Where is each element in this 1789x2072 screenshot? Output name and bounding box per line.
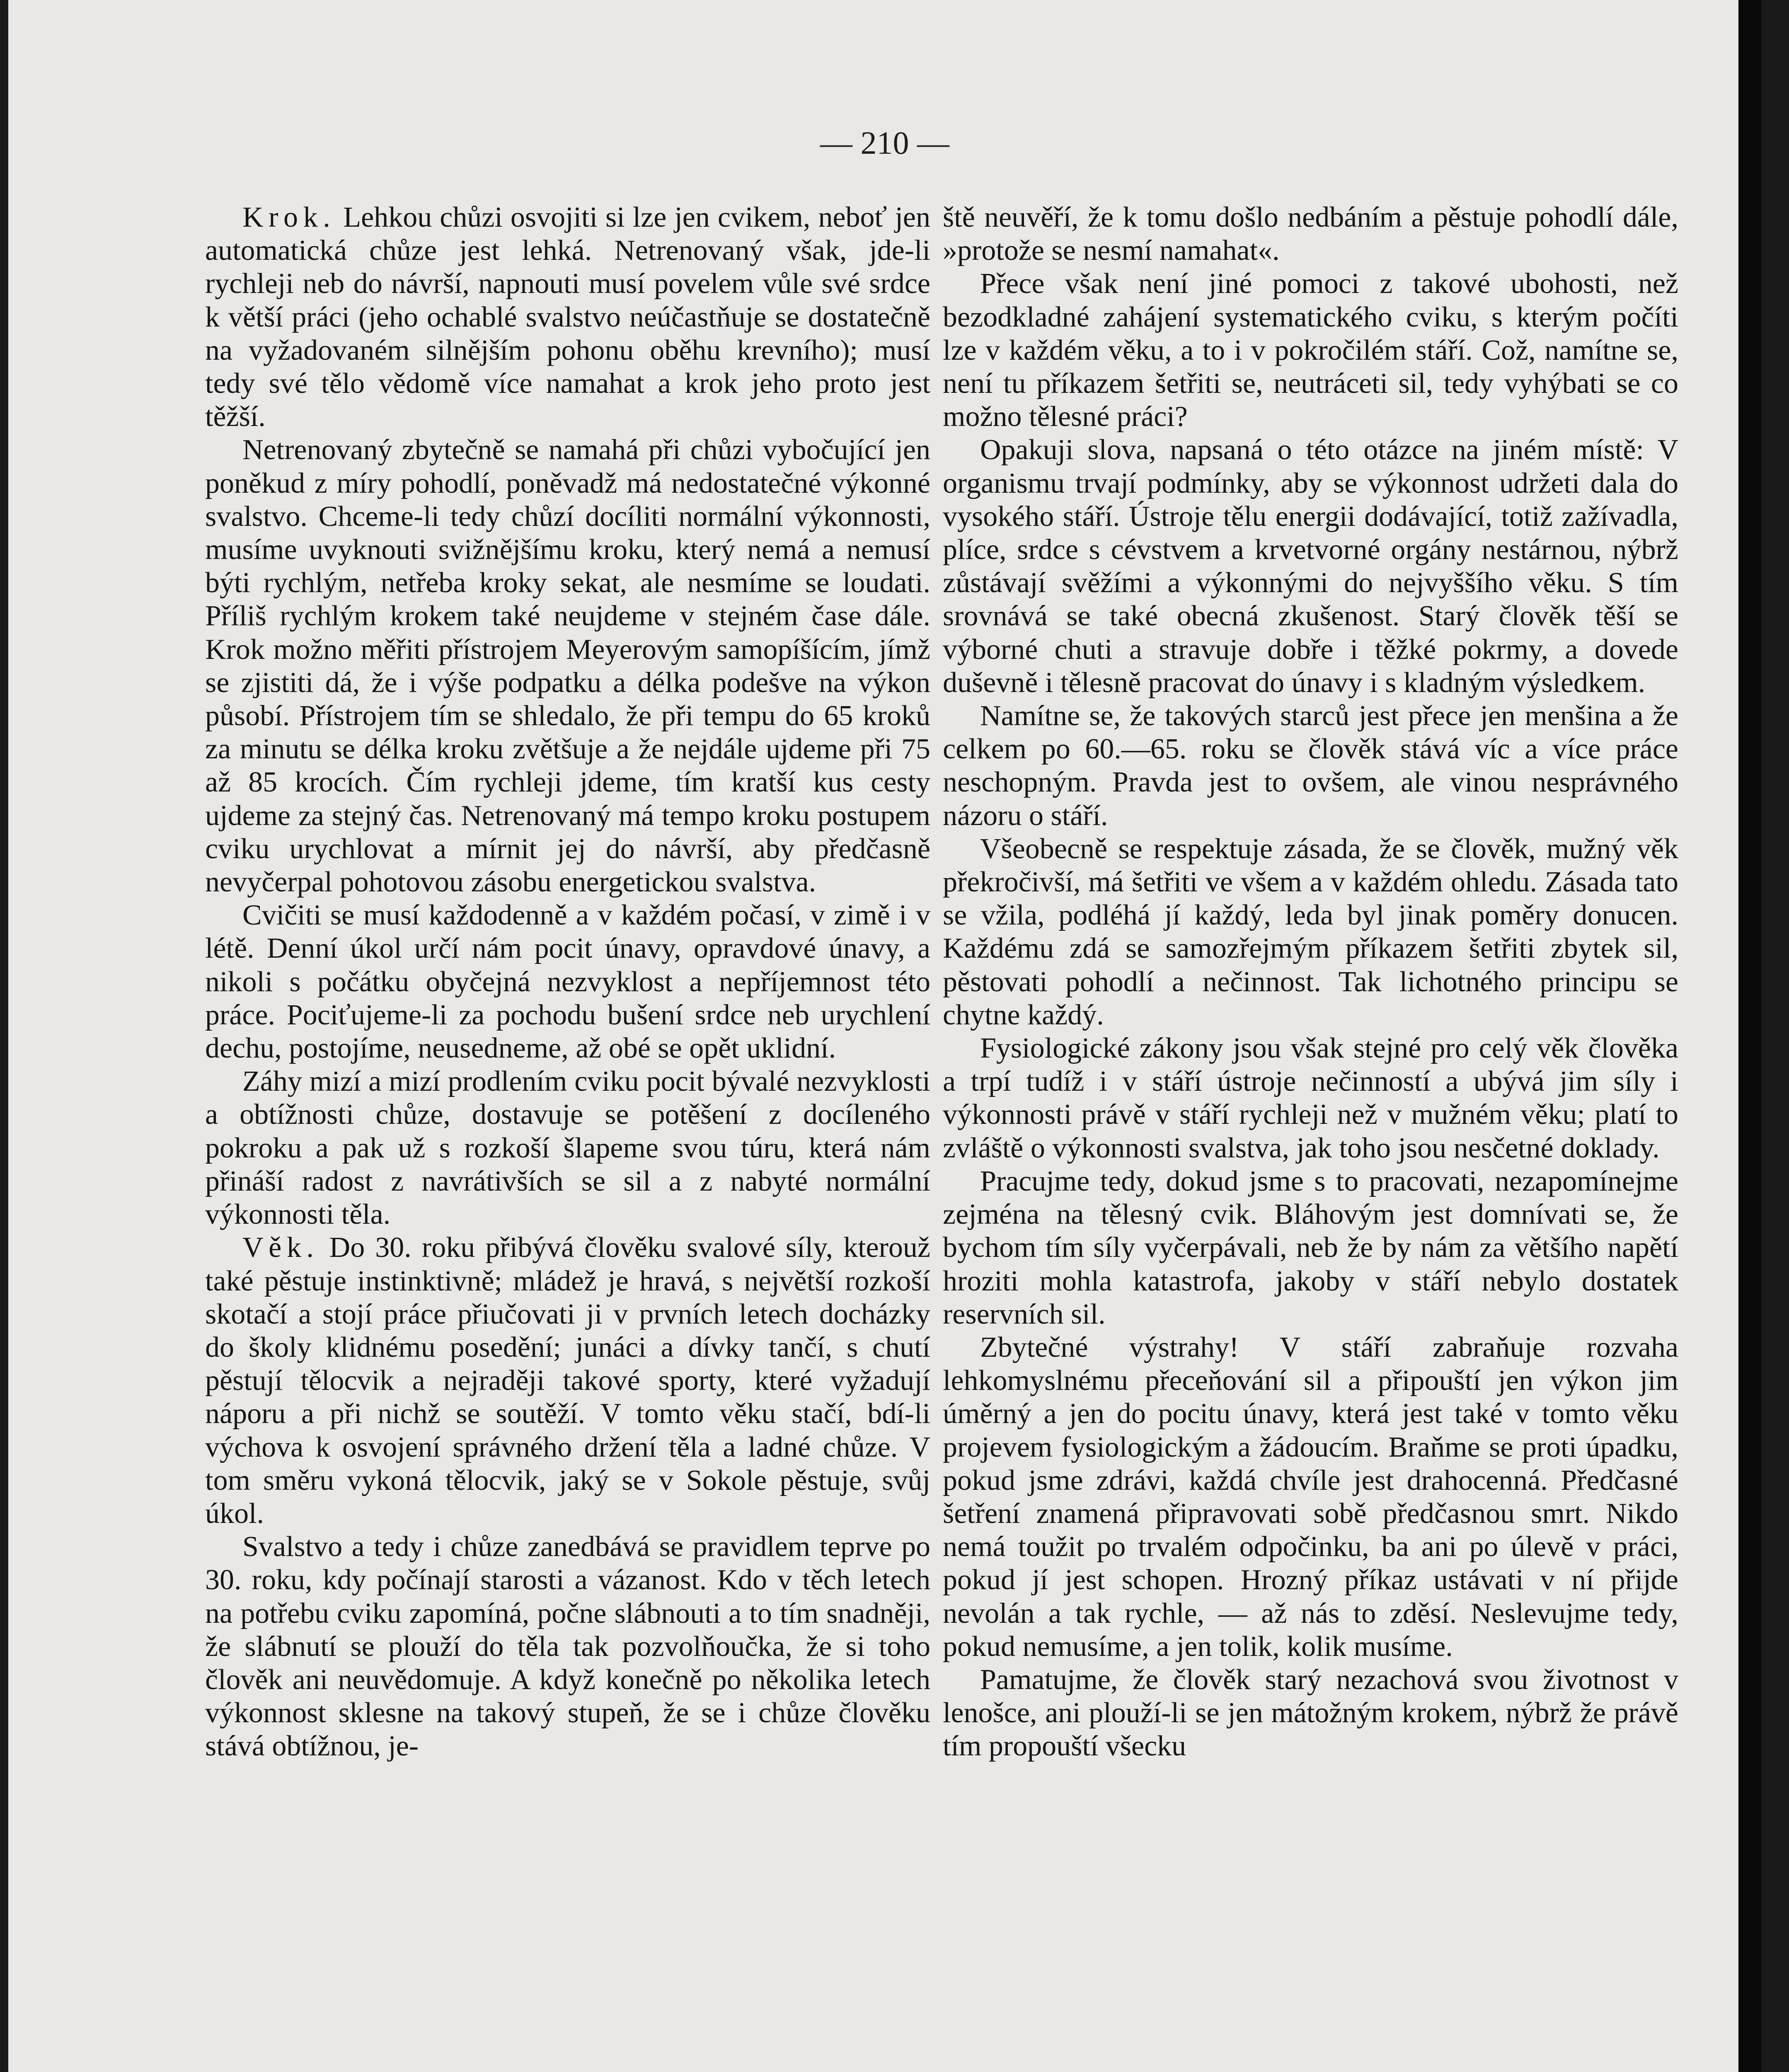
paragraph-text: Opakuji slova, napsaná o této otázce na jiném místě: V organismu trvají podmínky, aby se výkonnost udržeti dala do vysokého stáří. Ústroje tělu energii dodávající, totiž zažívadla, plíce, srdce s cévstvem a krvetvorné orgány nestárnou, nýbrž zůstávají svěžími a výkonnými do nejvyššího věku. S tím srovnává se také obecná zkušenost. Starý člověk těší se výborné chuti a stravuje dobře i těžké pokrmy, a dovede duševně i tělesně pracovat do únavy i s kladným výsledkem. bbox=[943, 434, 1678, 699]
section-lead-krok: Krok. bbox=[242, 201, 336, 233]
paragraph-continued bbox=[943, 201, 1678, 267]
paragraph-text: Svalstvo a tedy i chůze zanedbává se pravidlem teprve po 30. roku, kdy počínají starosti a vázanost. Kdo v těch letech na potřebu cviku zapomíná, počne slábnouti a to tím snadněji, že slábnutí se plouží do těla tak pozvolňoučka, že si toho člověk ani neuvědomuje. A když konečně po několika letech výkonnost sklesne na takový stupeň, že se i chůze člověku stává obtížnou, je- bbox=[205, 1531, 930, 1762]
left-column bbox=[205, 201, 930, 1763]
paragraph bbox=[943, 1032, 1678, 1165]
paragraph-text: Záhy mizí a mizí prodlením cviku pocit bývalé nezvyklosti a obtížnosti chůze, dostavuje se potěšení z docíleného pokroku a pak už s rozkoší šlapeme svou túru, která nám přináší radost z navrátivších se sil a z nabyté normální výkonnosti těla. bbox=[205, 1065, 930, 1231]
scanned-page bbox=[8, 0, 1761, 2072]
paragraph bbox=[943, 433, 1678, 700]
paragraph-text: Fysiologické zákony jsou však stejné pro celý věk člověka a trpí tudíž i v stáří ústroje nečinností a ubývá jim síly i výkonnosti právě v stáří rychleji než v mužném věku; platí to zvláště o výkonnosti svalstva, jak toho jsou nesčetné doklady. bbox=[943, 1032, 1678, 1164]
paragraph bbox=[943, 700, 1678, 833]
page-number: — 210 — bbox=[820, 125, 949, 161]
paragraph bbox=[943, 833, 1678, 1032]
paragraph-text: Cvičiti se musí každodenně a v každém počasí, v zimě i v létě. Denní úkol určí nám pocit únavy, opravdové únavy, a nikoli s počátku obyčejná nezvyklost a nepříjemnost této práce. Pociťujeme-li za pochodu bušení srdce neb urychlení dechu, postojíme, neusedneme, až obé se opět uklidní. bbox=[205, 899, 930, 1065]
paragraph-text: Do 30. roku přibývá člověku svalové síly, kterouž také pěstuje instinktivně; mládež je hravá, s největší rozkoší skotačí a stojí práce přiučovati ji v prvních letech docházky do školy klidnému posedění; junáci a dívky tančí, s chutí pěstují tělocvik a nejraději takové sporty, které vyžadují náporu a při nichž se soutěží. V tomto věku stačí, bdí-li výchova k osvojení správného držení těla a ladné chůze. V tom směru vykoná tělocvik, jaký se v Sokole pěstuje, svůj úkol. bbox=[205, 1232, 930, 1530]
paragraph bbox=[943, 1165, 1678, 1331]
paragraph bbox=[205, 433, 930, 899]
paragraph bbox=[205, 1065, 930, 1231]
section-lead-vek: Věk. bbox=[242, 1232, 319, 1264]
paragraph bbox=[943, 267, 1678, 433]
paragraph bbox=[205, 1530, 930, 1763]
paragraph bbox=[943, 1331, 1678, 1663]
paragraph-text: Lehkou chůzi osvojiti si lze jen cvikem, neboť jen automatická chůze jest lehká. Netrenovaný však, jde-li rychleji neb do návrší, napnouti musí povelem vůle své srdce k větší práci (jeho ochablé svalstvo neúčastňuje se dostatečně na vyžadovaném silnějším pohonu oběhu krevního); musí tedy své tělo vědomě více namahat a krok jeho proto jest těžší. bbox=[205, 201, 930, 433]
paragraph-text: Pamatujme, že člověk starý nezachová svou životnost v lenošce, ani plouží-li se jen mátožným krokem, nýbrž že právě tím propouští všecku bbox=[943, 1663, 1678, 1762]
paragraph-text: Namítne se, že takových starců jest přece jen menšina a že celkem po 60.—65. roku se člověk stává víc a více práce neschopným. Pravda jest to ovšem, ale vinou nesprávného názoru o stáří. bbox=[943, 700, 1678, 832]
paragraph-text: Všeobecně se respektuje zásada, že se člověk, mužný věk překročivší, má šetřiti ve všem a v každém ohledu. Zásada tato se vžila, podléhá jí každý, leda byl jinak poměry donucen. Každému zdá se samozřejmým příkazem šetřiti zbytek sil, pěstovati pohodlí a nečinnost. Tak lichotného principu se chytne každý. bbox=[943, 833, 1678, 1031]
paragraph-text: Zbytečné výstrahy! V stáří zabraňuje rozvaha lehkomyslnému přeceňování sil a připouští jen výkon jim úměrný a jen do pocitu únavy, která jest také v tomto věku projevem fysiologickým a žádoucím. Braňme se proti úpadku, pokud jsme zdrávi, každá chvíle jest drahocenná. Předčasné šetření znamená připravovati sobě předčasnou smrt. Nikdo nemá toužit po trvalém odpočinku, ba ani po úlevě v práci, pokud jí jest schopen. Hrozný příkaz ustávati v ní přijde nevolán a tak rychle, — až nás to zděsí. Neslevujme tedy, pokud nemusíme, a jen tolik, kolik musíme. bbox=[943, 1331, 1678, 1663]
paragraph-text: Netrenovaný zbytečně se namahá při chůzi vybočující jen poněkud z míry pohodlí, poněvadž má nedostatečné výkonné svalstvo. Chceme-li tedy chůzí docíliti normální výkonnosti, musíme uvyknouti svižnějšímu kroku, který nemá a nemusí býti rychlým, netřeba kroky sekat, ale nesmíme se loudati. Příliš rychlým krokem také neujdeme v stejném čase dále. Krok možno měřiti přístrojem Meyerovým samopíšícím, jímž se zjistiti dá, že i výše podpatku a délka podešve na výkon působí. Přístrojem tím se shledalo, že při tempu do 65 kroků za minutu se délka kroku zvětšuje a že nejdále ujdeme při 75 až 85 krocích. Čím rychleji jdeme, tím kratší kus cesty ujdeme za stejný čas. Netrenovaný má tempo kroku postupem cviku urychlovat a mírnit jej do návrší, aby předčasně nevyčerpal pohotovou zásobu energetickou svalstva. bbox=[205, 434, 930, 898]
paragraph-krok bbox=[205, 201, 930, 433]
paragraph bbox=[943, 1663, 1678, 1763]
paragraph-text: ště neuvěří, že k tomu došlo nedbáním a pěstuje pohodlí dále, »protože se nesmí namahat«. bbox=[943, 201, 1678, 267]
paragraph-text: Pracujme tedy, dokud jsme s to pracovati, nezapomínejme zejména na tělesný cvik. Bláhovým jest domnívati se, že bychom tím síly vyčerpávali, neb že by nám za většího napětí hroziti mohla katastrofa, jakoby v stáří nebylo dostatek reservních sil. bbox=[943, 1165, 1678, 1330]
scan-border bbox=[1738, 0, 1761, 2072]
paragraph-text: Přece však není jiné pomoci z takové ubohosti, než bezodkladné zahájení systematického cviku, s kterým počíti lze v každém věku, a to i v pokročilém stáří. Což, namítne se, není tu příkazem šetřiti se, neutráceti sil, tedy vyhýbati se co možno tělesné práci? bbox=[943, 268, 1678, 433]
right-column bbox=[943, 201, 1678, 1763]
paragraph-vek bbox=[205, 1231, 930, 1530]
paragraph bbox=[205, 899, 930, 1065]
